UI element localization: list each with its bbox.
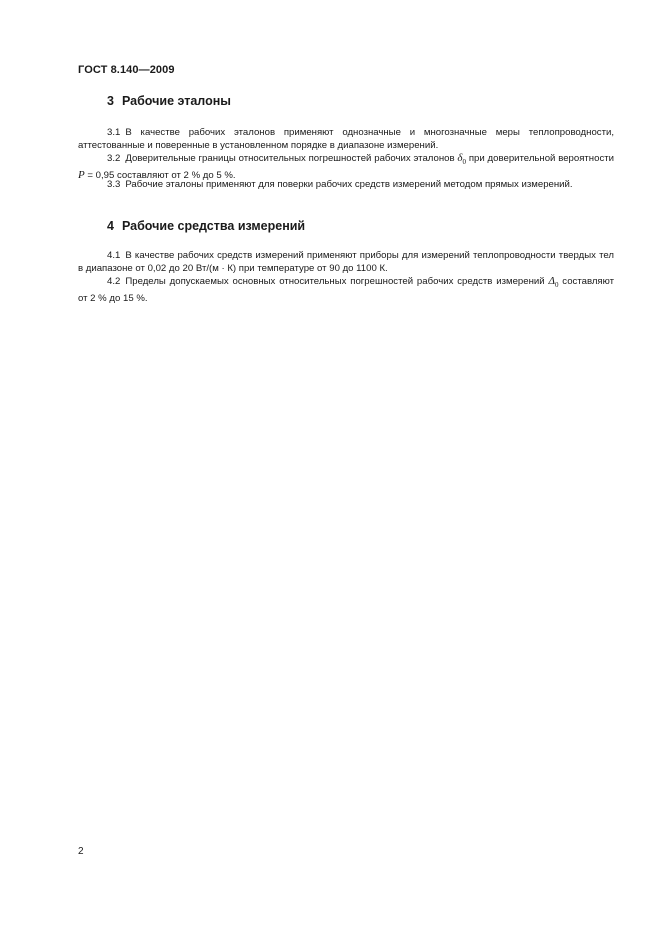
section-4-number: 4 [107,219,114,233]
big-delta-symbol-subscript: 0 [554,281,559,290]
section-4-heading [107,219,305,233]
clause-4-2-text-after: составляют от 2 % до 15 %. [78,276,615,305]
clause-4-1 [78,249,614,275]
big-delta-symbol-char: Δ [548,275,555,287]
clause-3-1 [78,126,614,152]
delta-symbol [457,152,467,167]
clause-4-1-text: В качестве рабочих средств измерений применяют приборы для измерений теплопроводности твердых тел в диапазоне от 0,02 до 20 Вт/(м · К) при температуре от 90 до 1100 К. [78,250,614,274]
clause-3-1-text: В качестве рабочих эталонов применяют однозначные и многозначные меры теплопроводности, аттестованные и поверенные в установленном порядке в диапазоне измерений. [78,127,614,151]
section-3-number: 3 [107,94,114,108]
standard-code-header: ГОСТ 8.140—2009 [78,64,175,76]
clause-3-3-text: Рабочие эталоны применяют для поверки рабочих средств измерений методом прямых измерений. [125,179,573,190]
clause-3-3-number: 3.3 [107,179,121,190]
clause-3-2-text-mid: при доверительной вероятности [466,153,614,164]
clause-3-2-number: 3.2 [107,153,121,164]
section-3-heading [107,94,231,108]
clause-4-1-number: 4.1 [107,250,121,261]
delta-symbol-subscript: 0 [462,158,467,167]
clause-3-2-text-after: = 0,95 составляют от 2 % до 5 %. [84,170,236,182]
probability-variable: P [78,169,85,182]
section-3-title: Рабочие эталоны [121,94,231,108]
clause-4-2-number: 4.2 [107,276,121,287]
clause-4-2-text-before: Пределы допускаемых основных относительных погрешностей рабочих средств измерений [125,276,549,287]
section-4-title: Рабочие средства измерений [121,219,306,233]
clause-3-1-number: 3.1 [107,127,121,138]
delta-symbol-char: δ [457,152,463,164]
clause-4-2 [78,275,614,305]
page-number: 2 [78,846,84,857]
clause-3-3 [78,178,614,191]
clause-3-2-text-before: Доверительные границы относительных погрешностей рабочих эталонов [125,153,458,164]
big-delta-symbol [548,275,559,290]
